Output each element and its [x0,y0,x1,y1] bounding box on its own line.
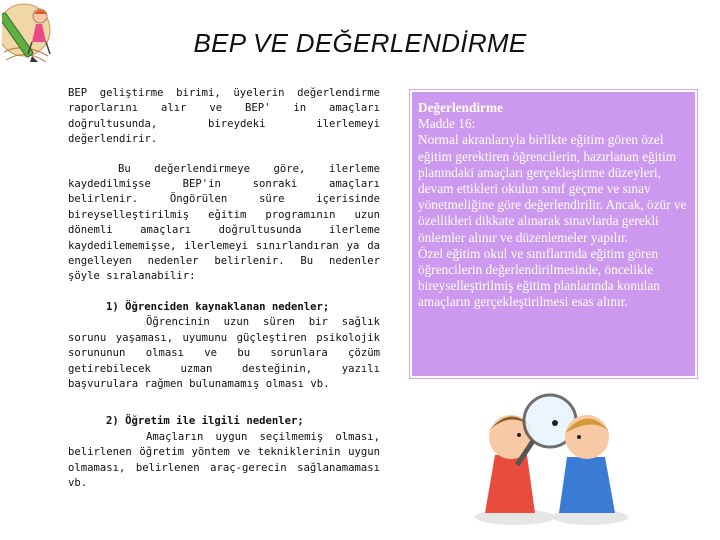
regulation-article: Madde 16: [418,116,476,132]
reason-2-text: Amaçların uygun seçilmemiş olması, belirlenen öğretim yöntem ve tekniklerinin uygun olmaması, belirlenen araç-gerecin sağlanamaması vb. [68,430,380,489]
page-title: BEP VE DEĞERLENDİRME [193,28,527,58]
regulation-paragraph-2: Özel eğitim okul ve sınıflarında eğitim gören öğrencilerin değerlendirilmesinde, öncelikle bireyselleştirilmiş eğitim planlarında konulan amaçların gerçekleştirilmesi esas alınır. [418,245,660,310]
left-text-column [68,86,380,491]
evaluation-paragraph [68,162,380,285]
evaluation-paragraph-text: Bu değerlendirmeye göre, ilerleme kaydedilmişse BEP'in sonraki amaçları belirlenir. Öngörülen süre içerisinde bireyselleştirilmiş eğitim programının uzun dönemli amaçları doğrultusunda ilerleme kaydedilememişse, ilerlemeyi sınırlandıran ya da engelleyen nedenler belirlenir. Bu nedenler şöyle sıralanabilir: [68,162,380,283]
intro-paragraph: BEP geliştirme birimi, üyelerin değerlendirme raporlarını alır ve BEP' in amaçları doğrultusunda, bireydeki ilerlemeyi değerlendirir. [68,87,380,146]
regulation-heading: Değerlendirme [418,100,503,115]
reason-1-heading: 1) Öğrenciden kaynaklanan nedenler; [106,300,330,313]
magnifying-glass-kids-illustration [455,385,635,535]
reason-1-paragraph [68,315,380,392]
regulation-box [410,90,697,378]
reason-1-text: Öğrencinin uzun süren bir sağlık sorunu yaşaması, uyumunu güçleştiren psikolojik sorununun olması ve bu sorunlara çözüm getirebilecek uzman desteğinin, yazılı başvurulara rağmen bulunamamış olması vb. [68,316,380,390]
regulation-paragraph-1: Normal akranlarıyla birlikte eğitim gören özel eğitim gerektiren öğrencilerin, hazırlanan eğitim planındaki amaçları gerçekleştirme düzeyleri, devam ettikleri okulun sınıf geçme ve sınav yönetmeliğine göre değerlendirilir. Ancak, özür ve özellikleri dikkate alınarak sınavlarda gerekli önlemler alınır ve düzenlemeler yapılır. [418,132,687,245]
reason-2-paragraph [68,430,380,492]
reason-2-heading: 2) Öğretim ile ilgili nedenler; [106,415,304,428]
